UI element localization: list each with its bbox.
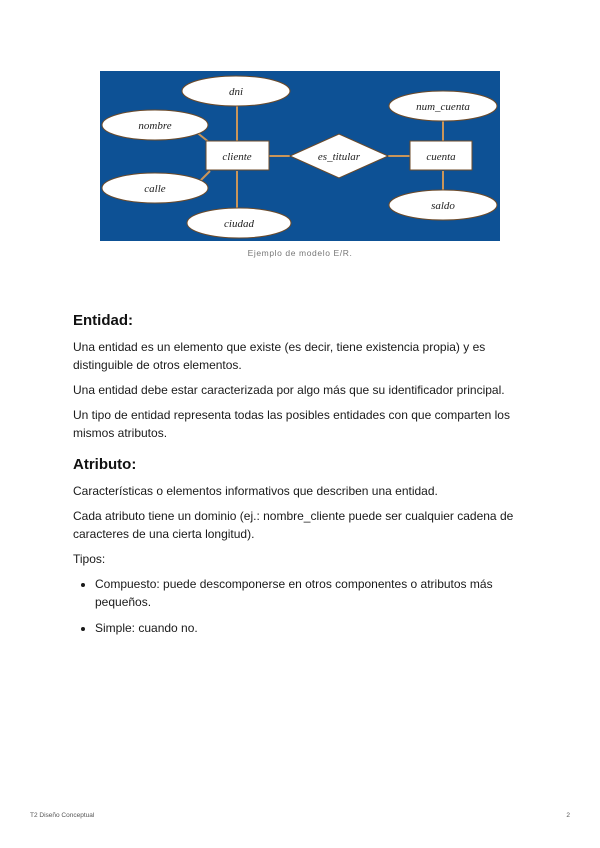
relationship-es-titular-label: es_titular	[317, 151, 361, 163]
footer-document-title: T2 Diseño Conceptual	[30, 812, 95, 819]
document-content	[73, 312, 523, 645]
paragraph: Características o elementos informativos que describen una entidad.	[73, 484, 438, 498]
bullet-list	[73, 575, 523, 637]
entity-cliente-label: cliente	[222, 151, 252, 163]
list-item: • Simple: cuando no.	[95, 619, 523, 637]
attribute-calle-label: calle	[144, 183, 166, 195]
er-diagram-figure	[100, 71, 500, 241]
section-entidad	[73, 312, 523, 442]
attribute-num-cuenta-label: num_cuenta	[416, 101, 470, 113]
footer-page-number: 2	[566, 812, 570, 819]
paragraph: Una entidad es un elemento que existe (es decir, tiene existencia propia) y es distinguible de otros elementos.	[73, 340, 486, 372]
list-item: • Compuesto: puede descomponerse en otros componentes o atributos más pequeños.	[95, 575, 523, 611]
attribute-dni-label: dni	[228, 86, 244, 98]
attribute-nombre-label: nombre	[138, 120, 172, 132]
paragraph: Un tipo de entidad representa todas las posibles entidades con que comparten los mismos atributos.	[73, 408, 510, 440]
paragraph: Tipos:	[73, 552, 106, 566]
figure-caption: Ejemplo de modelo E/R.	[247, 248, 353, 258]
er-diagram	[100, 71, 500, 241]
attribute-saldo-label: saldo	[431, 200, 455, 212]
attribute-ciudad-label: ciudad	[224, 218, 254, 230]
paragraph: Una entidad debe estar caracterizada por algo más que su identificador principal.	[73, 383, 505, 397]
entity-cuenta-label: cuenta	[426, 151, 456, 163]
section-heading-entidad: Entidad:	[73, 312, 133, 329]
section-heading-atributo: Atributo:	[73, 456, 137, 473]
paragraph: Cada atributo tiene un dominio (ej.: nombre_cliente puede ser cualquier cadena de caracteres de una cierta longitud).	[73, 509, 514, 541]
section-atributo	[73, 456, 523, 637]
